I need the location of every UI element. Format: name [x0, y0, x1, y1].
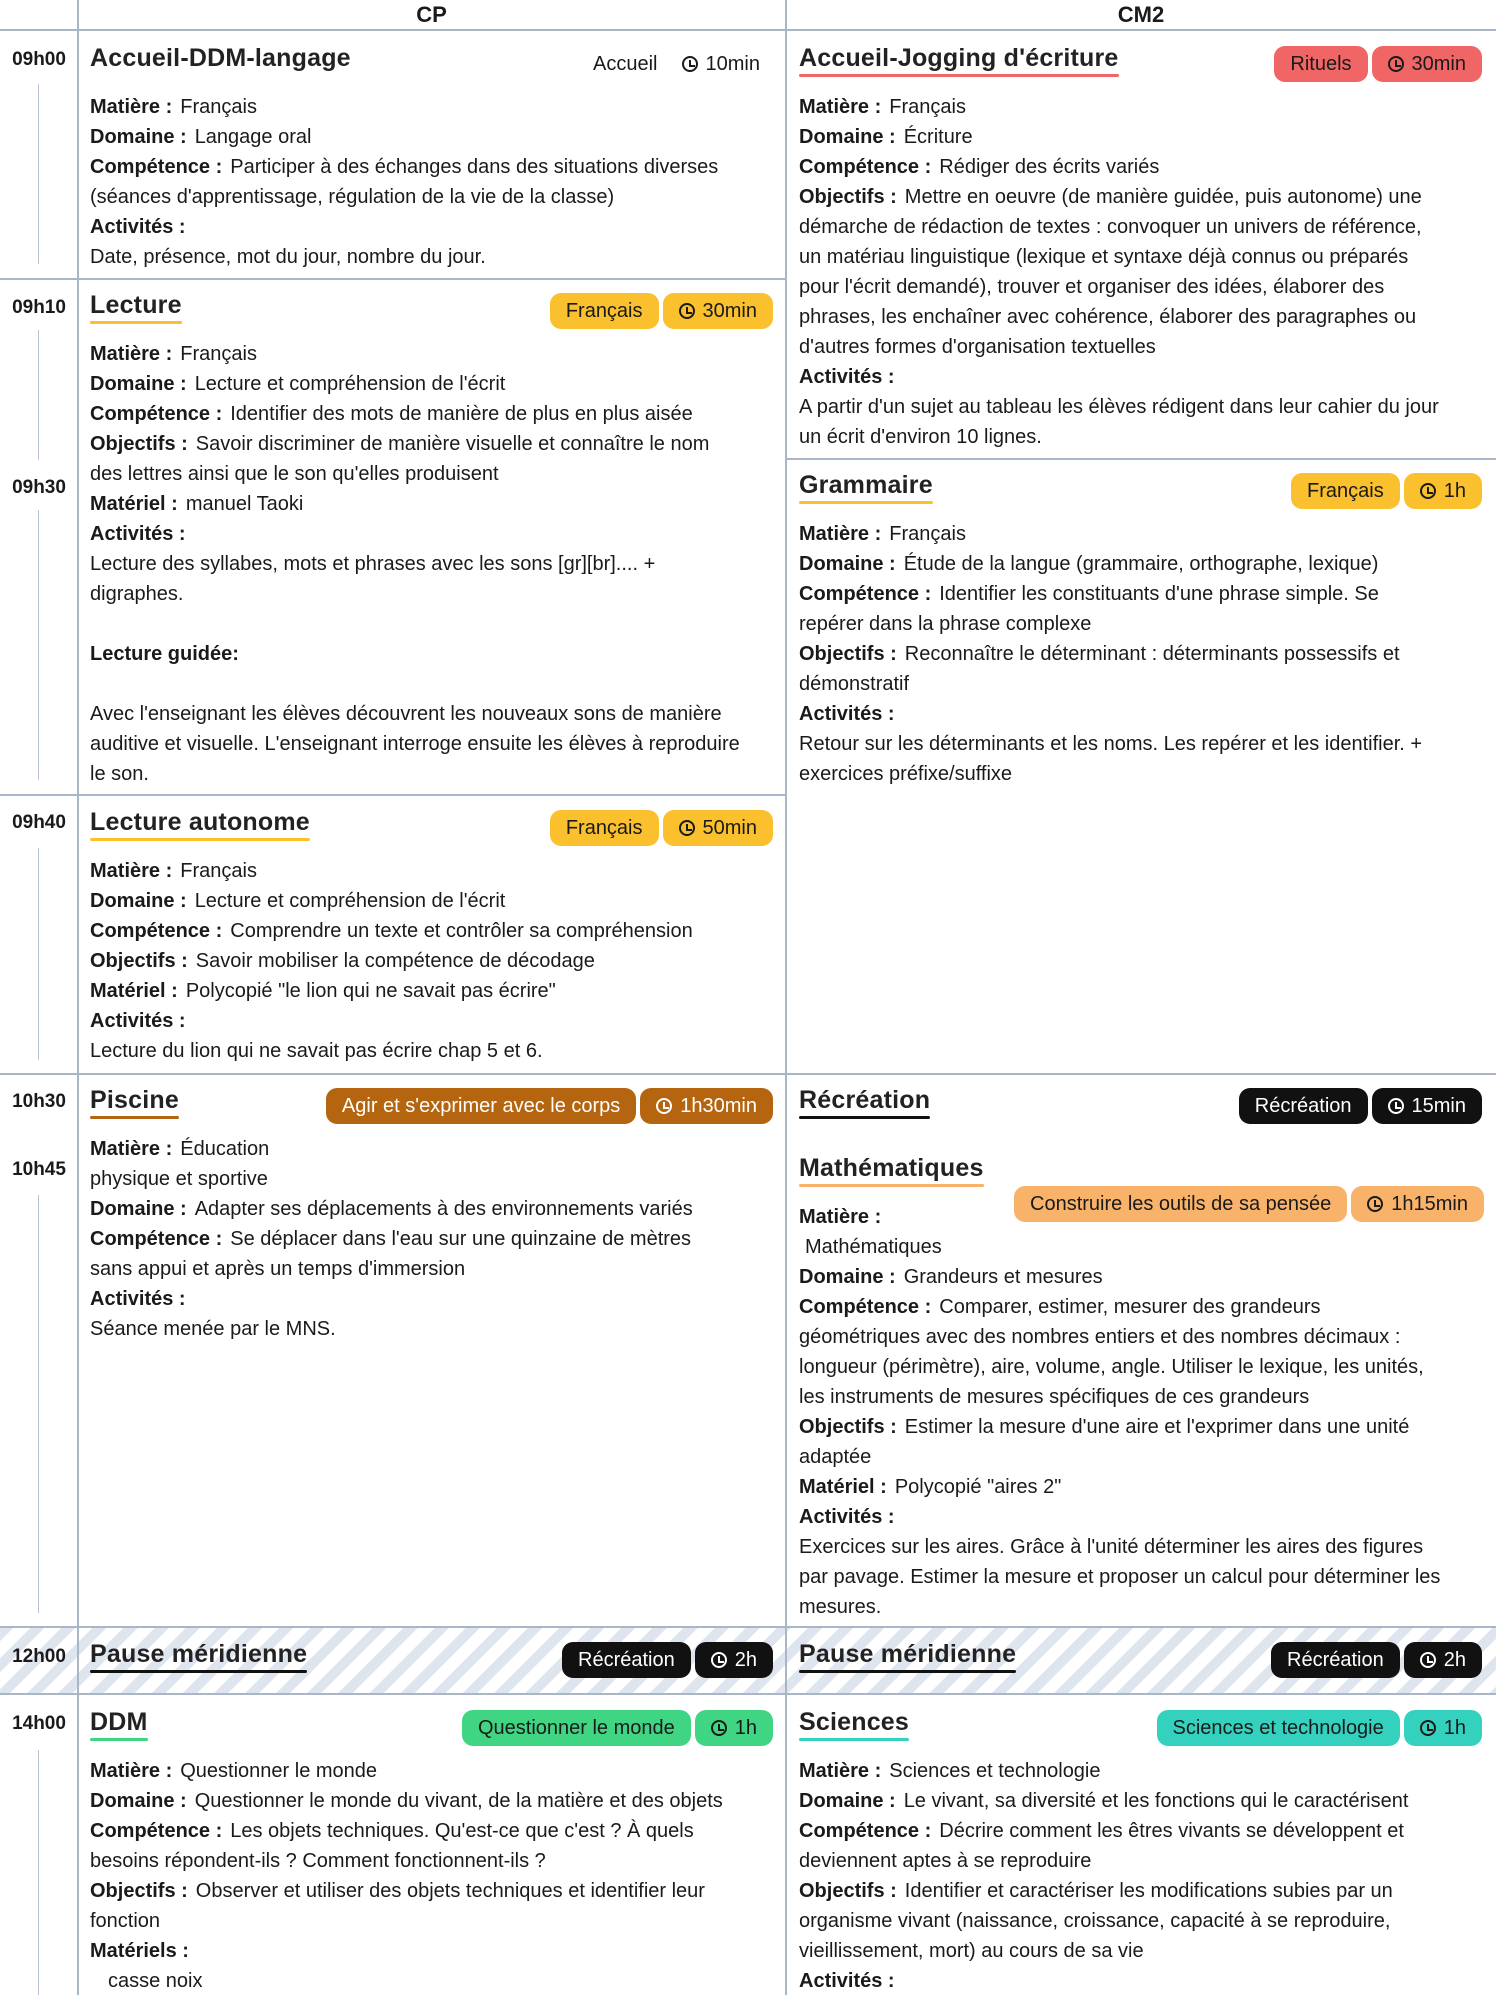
time-label: 10h30 [12, 1091, 66, 1112]
subject-badge: Français [1291, 473, 1400, 509]
field-value: manuel Taoki [185, 493, 304, 515]
activity-title[interactable]: DDM [90, 1708, 148, 1737]
activity-title[interactable]: Mathématiques [799, 1154, 984, 1183]
field-label: Objectifs : [799, 643, 897, 665]
clock-icon [656, 1098, 672, 1114]
field-value: Mathématiques [805, 1236, 942, 1258]
time-label: 10h45 [12, 1159, 66, 1180]
field-value: deviennent aptes à se reproduire [799, 1850, 1092, 1872]
duration-badge: 30min [663, 293, 773, 329]
clock-icon [1367, 1196, 1383, 1212]
field-value: adaptée [799, 1446, 872, 1468]
field-value: besoins répondent-ils ? Comment fonctionnent-ils ? [90, 1850, 546, 1872]
activity-title[interactable]: Lecture [90, 291, 182, 320]
time-tick [38, 848, 39, 1060]
field-value: Questionner le monde du vivant, de la matière et des objets [194, 1790, 723, 1812]
field-value: démonstratif [799, 673, 910, 695]
field-value: longueur (périmètre), aire, volume, angle. Utiliser le lexique, les unités, [799, 1356, 1424, 1378]
clock-icon [1420, 483, 1436, 499]
field-label: Matière : [799, 1760, 882, 1782]
field-value: fonction [90, 1910, 161, 1932]
field-value: mesures. [799, 1596, 882, 1618]
field-value: Décrire comment les êtres vivants se développent et [939, 1820, 1404, 1842]
field-value: Reconnaître le déterminant : déterminants possessifs et [904, 643, 1400, 665]
clock-icon [679, 820, 695, 836]
duration-badge: 50min [663, 810, 773, 846]
duration-badge: 1h30min [640, 1088, 773, 1124]
field-value: Polycopié "le lion qui ne savait pas écrire" [185, 980, 556, 1002]
field-label: Compétence : [799, 156, 932, 178]
field-value: exercices préfixe/suffixe [799, 763, 1013, 785]
field-label: Compétence : [799, 1820, 932, 1842]
activity-card-grammaire[interactable] [799, 463, 1482, 789]
column-header-cm2: CM2 [1117, 2, 1165, 27]
field-value: d'autres formes d'organisation textuelles [799, 336, 1156, 358]
field-label: Matière : [90, 96, 173, 118]
activity-title[interactable]: Accueil-Jogging d'écriture [799, 44, 1119, 73]
time-label: 09h40 [12, 812, 66, 833]
field-label: Domaine : [90, 1790, 187, 1812]
clock-icon [682, 56, 698, 72]
subject-badge: Construire les outils de sa pensée [1014, 1186, 1347, 1222]
duration-badge: 2h [1404, 1642, 1482, 1678]
field-value: Avec l'enseignant les élèves découvrent les nouveaux sons de manière [90, 703, 722, 725]
field-value: un matériau linguistique (lexique et syntaxe déjà connus ou préparés [799, 246, 1409, 268]
activity-title[interactable]: Pause méridienne [799, 1640, 1016, 1669]
grid-line [785, 458, 1496, 460]
grid-line [0, 1693, 1496, 1695]
field-value: Lecture du lion qui ne savait pas écrire chap 5 et 6. [90, 1040, 543, 1062]
activity-title[interactable]: Grammaire [799, 471, 933, 500]
subject-badge: Récréation [1271, 1642, 1400, 1678]
field-value: Français [889, 523, 966, 545]
activity-title[interactable]: Sciences [799, 1708, 909, 1737]
field-value: des lettres ainsi que le son qu'elles produisent [90, 463, 499, 485]
time-label: 14h00 [12, 1713, 66, 1734]
duration-badge: 1h15min [1351, 1186, 1484, 1222]
subject-badge: Récréation [562, 1642, 691, 1678]
field-value: phrases, les enchaîner avec cohérence, élaborer des paragraphes ou [799, 306, 1417, 328]
field-value: Estimer la mesure d'une aire et l'exprimer dans une unité [904, 1416, 1410, 1438]
field-value: Exercices sur les aires. Grâce à l'unité déterminer les aires des figures [799, 1536, 1424, 1558]
activity-title[interactable]: Pause méridienne [90, 1640, 307, 1669]
field-label: Activités : [799, 703, 895, 725]
field-value: organisme vivant (naissance, croissance, capacité à se reproduire, [799, 1910, 1391, 1932]
field-value: Le vivant, sa diversité et les fonctions qui le caractérisent [903, 1790, 1409, 1812]
field-value: repérer dans la phrase complexe [799, 613, 1092, 635]
duration-badge: 1h [1404, 1710, 1482, 1746]
field-value: Mettre en oeuvre (de manière guidée, puis autonome) une [904, 186, 1422, 208]
field-label: Domaine : [90, 1198, 187, 1220]
field-value: Retour sur les déterminants et les noms. Les repérer et les identifier. + [799, 733, 1423, 755]
field-label: Compétence : [90, 156, 223, 178]
subject-badge: Français [550, 810, 659, 846]
field-value: géométriques avec des nombres entiers et des nombres décimaux : [799, 1326, 1401, 1348]
field-value: Grandeurs et mesures [903, 1266, 1103, 1288]
field-value: Comparer, estimer, mesurer des grandeurs [939, 1296, 1321, 1318]
field-label: Domaine : [799, 1266, 896, 1288]
subject-badge: Récréation [1239, 1088, 1368, 1124]
field-value: Adapter ses déplacements à des environnements variés [194, 1198, 693, 1220]
time-tick [38, 84, 39, 264]
field-label: Matériels : [90, 1940, 189, 1962]
activity-card-jogging[interactable] [799, 36, 1482, 452]
field-value: les instruments de mesures spécifiques de ces grandeurs [799, 1386, 1310, 1408]
field-label: Objectifs : [799, 1880, 897, 1902]
subject-badge: Rituels [1274, 46, 1367, 82]
field-value: Français [180, 96, 257, 118]
field-value: Les objets techniques. Qu'est-ce que c'est ? À quels [230, 1820, 694, 1842]
field-value: Identifier des mots de manière de plus en plus aisée [230, 403, 693, 425]
clock-icon [711, 1720, 727, 1736]
field-value: auditive et visuelle. L'enseignant interroge ensuite les élèves à reproduire [90, 733, 740, 755]
time-tick [38, 1750, 39, 1995]
activity-card-mathematiques[interactable] [799, 1146, 1484, 1622]
field-value: Lecture et compréhension de l'écrit [194, 890, 506, 912]
field-value: pour l'écrit demandé), trouver et organiser des idées, élaborer des [799, 276, 1385, 298]
field-value: casse noix [108, 1970, 203, 1992]
field-label: Domaine : [799, 553, 896, 575]
field-label: Domaine : [90, 890, 187, 912]
field-value: Questionner le monde [180, 1760, 378, 1782]
clock-icon [1388, 1098, 1404, 1114]
field-label: Domaine : [90, 373, 187, 395]
activity-card-pause-cp[interactable] [90, 1632, 773, 1676]
field-label: Matière : [90, 1760, 173, 1782]
field-label: Activités : [799, 366, 895, 388]
field-label: Domaine : [799, 1790, 896, 1812]
field-value: Séance menée par le MNS. [90, 1318, 336, 1340]
time-label: 09h00 [12, 49, 66, 70]
field-label: Domaine : [90, 126, 187, 148]
activity-card-ddm[interactable] [90, 1700, 773, 1995]
activity-title[interactable]: Piscine [90, 1086, 179, 1115]
field-value: Polycopié "aires 2" [894, 1476, 1062, 1498]
time-tick [38, 510, 39, 780]
field-value: Étude de la langue (grammaire, orthographe, lexique) [903, 553, 1379, 575]
field-value: vieillissement, mort) au cours de sa vie [799, 1940, 1144, 1962]
field-value: Savoir mobiliser la compétence de décodage [195, 950, 595, 972]
field-label: Objectifs : [90, 950, 188, 972]
activity-card-piscine[interactable] [90, 1078, 773, 1344]
grid-line [0, 794, 785, 796]
field-label: Objectifs : [799, 186, 897, 208]
subject-badge: Français [550, 293, 659, 329]
column-header-cp: CP [416, 2, 447, 27]
clock-icon [1420, 1652, 1436, 1668]
activity-title[interactable]: Lecture autonome [90, 808, 310, 837]
activity-card-pause-cm2[interactable] [799, 1632, 1482, 1676]
field-label: Activités : [90, 1288, 186, 1310]
field-value: Éducation [180, 1138, 270, 1160]
field-label: Activités : [799, 1506, 895, 1528]
field-label: Activités : [90, 216, 186, 238]
grid-line [0, 29, 1496, 31]
field-value: Lecture des syllabes, mots et phrases avec les sons [gr][br].... + [90, 553, 656, 575]
field-label: Matériel : [799, 1476, 887, 1498]
activity-card-accueil[interactable] [90, 36, 770, 272]
duration-badge: 10min [672, 46, 770, 82]
field-label: Domaine : [799, 126, 896, 148]
field-label: Objectifs : [799, 1416, 897, 1438]
field-label: Compétence : [799, 583, 932, 605]
time-tick [38, 330, 39, 460]
field-value: Participer à des échanges dans des situations diverses [230, 156, 719, 178]
clock-icon [679, 303, 695, 319]
field-label: Matériel : [90, 493, 178, 515]
field-label: Objectifs : [90, 1880, 188, 1902]
grid-line [0, 1073, 1496, 1075]
field-value: Date, présence, mot du jour, nombre du jour. [90, 246, 486, 268]
field-label: Compétence : [90, 1228, 223, 1250]
subject-badge: Agir et s'exprimer avec le corps [326, 1088, 636, 1124]
duration-badge: 2h [695, 1642, 773, 1678]
field-value: Observer et utiliser des objets techniques et identifier leur [195, 1880, 705, 1902]
field-value: digraphes. [90, 583, 184, 605]
field-label: Activités : [90, 523, 186, 545]
clock-icon [1420, 1720, 1436, 1736]
time-label: 12h00 [12, 1646, 66, 1667]
field-value: démarche de rédaction de textes : convoquer un univers de référence, [799, 216, 1422, 238]
activity-card-lecture[interactable] [90, 283, 773, 789]
grid-line [0, 278, 785, 280]
field-label: Compétence : [90, 1820, 223, 1842]
field-label: Activités : [799, 1970, 895, 1992]
field-value: un écrit d'environ 10 lignes. [799, 426, 1042, 448]
field-value: Lecture et compréhension de l'écrit [194, 373, 506, 395]
field-label: Matière : [799, 1206, 882, 1228]
activity-title[interactable]: Récréation [799, 1086, 930, 1115]
subject-badge: Accueil [593, 53, 658, 75]
field-value: par pavage. Estimer la mesure et proposer un calcul pour déterminer les [799, 1566, 1441, 1588]
field-label: Activités : [90, 1010, 186, 1032]
time-tick [38, 1195, 39, 1613]
field-value: Français [889, 96, 966, 118]
duration-badge: 30min [1372, 46, 1482, 82]
field-value: physique et sportive [90, 1168, 268, 1190]
field-label: Compétence : [90, 920, 223, 942]
field-label: Compétence : [799, 1296, 932, 1318]
field-value: Sciences et technologie [889, 1760, 1101, 1782]
field-value: le son. [90, 763, 149, 785]
activity-card-lecture-autonome[interactable] [90, 800, 773, 1066]
clock-icon [1388, 56, 1404, 72]
field-value: Comprendre un texte et contrôler sa compréhension [230, 920, 693, 942]
field-value: Français [180, 860, 257, 882]
field-value: Français [180, 343, 257, 365]
field-label: Matière : [799, 96, 882, 118]
field-label: Matériel : [90, 980, 178, 1002]
field-label: Matière : [799, 523, 882, 545]
field-value: Se déplacer dans l'eau sur une quinzaine de mètres [230, 1228, 692, 1250]
field-label: Matière : [90, 1138, 173, 1160]
grid-line [0, 1626, 1496, 1628]
activity-card-recreation[interactable] [799, 1078, 1482, 1122]
field-value: Langage oral [194, 126, 312, 148]
field-value: Identifier les constituants d'une phrase simple. Se [939, 583, 1379, 605]
subject-badge: Sciences et technologie [1157, 1710, 1400, 1746]
time-label: 09h10 [12, 297, 66, 318]
field-value: Écriture [903, 126, 973, 148]
field-label: Matière : [90, 343, 173, 365]
field-label: Objectifs : [90, 433, 188, 455]
grid-line [785, 0, 787, 1995]
field-label: Matière : [90, 860, 173, 882]
activity-title[interactable]: Accueil-DDM-langage [90, 44, 351, 72]
field-value: sans appui et après un temps d'immersion [90, 1258, 466, 1280]
duration-badge: 1h [1404, 473, 1482, 509]
duration-badge: 15min [1372, 1088, 1482, 1124]
time-label: 09h30 [12, 477, 66, 498]
subject-badge: Questionner le monde [462, 1710, 691, 1746]
field-value: Rédiger des écrits variés [939, 156, 1160, 178]
field-value: Lecture guidée: [90, 643, 239, 665]
activity-card-sciences[interactable] [799, 1700, 1482, 1995]
field-label: Compétence : [90, 403, 223, 425]
field-value: A partir d'un sujet au tableau les élèves rédigent dans leur cahier du jour [799, 396, 1439, 418]
clock-icon [711, 1652, 727, 1668]
field-value: (séances d'apprentissage, régulation de la vie de la classe) [90, 186, 615, 208]
field-value: Identifier et caractériser les modifications subies par un [904, 1880, 1393, 1902]
duration-badge: 1h [695, 1710, 773, 1746]
field-value: Savoir discriminer de manière visuelle et connaître le nom [195, 433, 710, 455]
